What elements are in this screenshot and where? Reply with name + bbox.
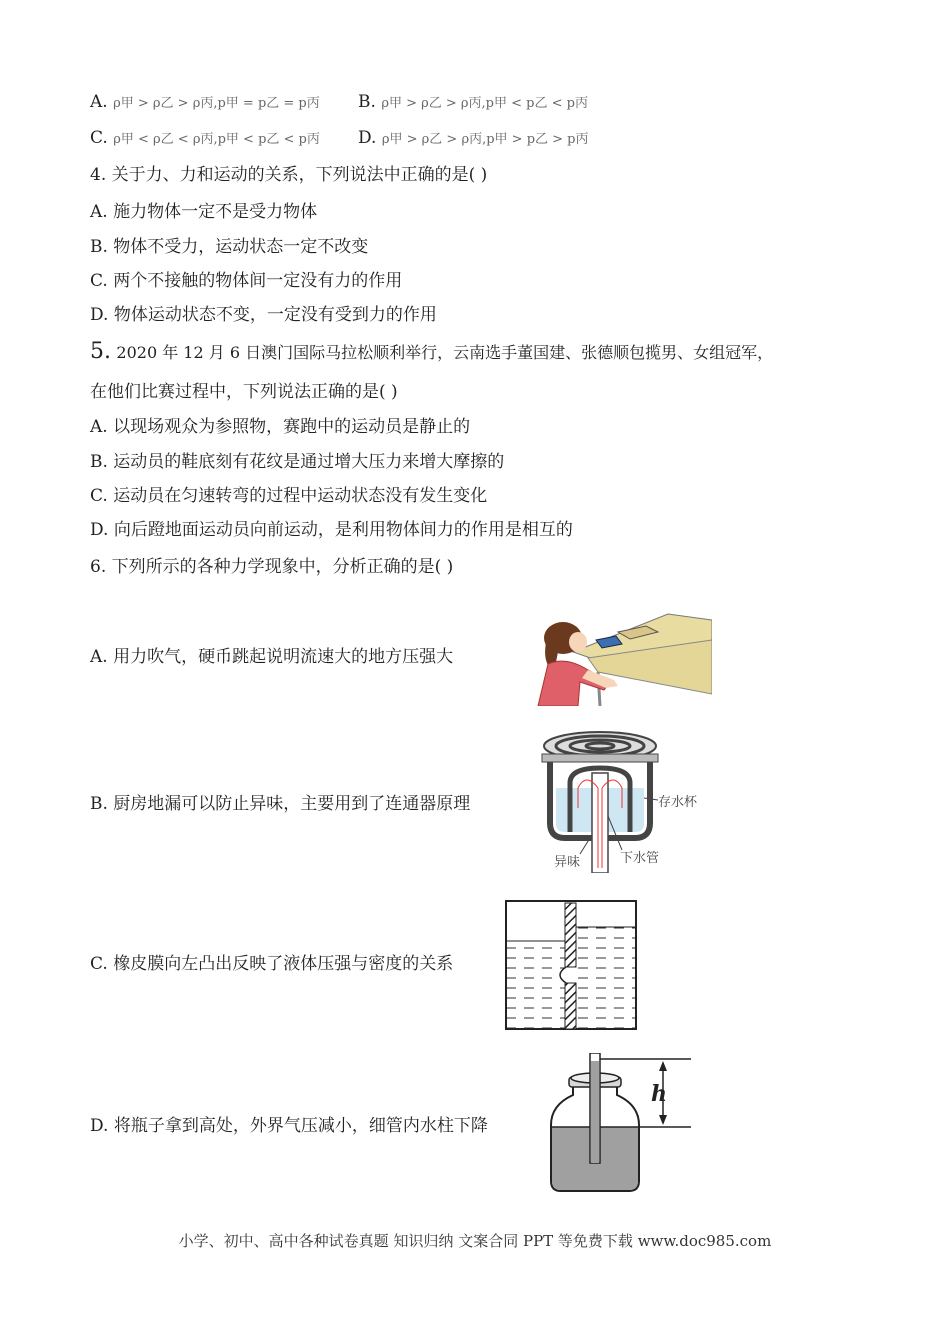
q5-stem-line2: 在他们比赛过程中，下列说法正确的是( ) — [90, 382, 398, 402]
q5-option-c: C. 运动员在匀速转弯的过程中运动状态没有发生变化 — [90, 486, 488, 506]
q3-option-a — [90, 90, 320, 116]
option-letter: D. — [358, 128, 377, 148]
label-cup: 存水杯 — [658, 795, 698, 810]
formula: ρ甲 < ρ乙 < ρ丙,p甲 < p乙 < p丙 — [113, 132, 320, 147]
q4-option-d: D. 物体运动状态不变，一定没有受到力的作用 — [90, 305, 437, 325]
q3-option-c — [90, 126, 320, 152]
option-letter: B. — [358, 92, 376, 112]
q5-stem-text: 2020 年 12 月 6 日澳门国际马拉松顺利举行，云南选手董国建、张德顺包揽男、女组冠军， — [116, 343, 774, 362]
option-letter: C. — [90, 128, 108, 148]
q4-option-b: B. 物体不受力，运动状态一定不改变 — [90, 237, 369, 257]
formula: ρ甲 > ρ乙 > ρ丙,p甲 > p乙 > p丙 — [381, 132, 589, 147]
q5-option-a: A. 以现场观众为参照物，赛跑中的运动员是静止的 — [90, 417, 471, 437]
label-pipe: 下水管 — [620, 851, 660, 866]
formula: ρ甲 > ρ乙 > ρ丙,p甲 = p乙 = p丙 — [113, 96, 320, 111]
question-number: 5. — [90, 339, 111, 364]
q4-option-a: A. 施力物体一定不是受力物体 — [90, 202, 318, 222]
page-footer: 小学、初中、高中各种试卷真题 知识归纳 文案合同 PPT 等免费下载 www.doc985.com — [178, 1232, 772, 1250]
label-smell: 异味 — [554, 855, 581, 870]
q6-option-b: B. 厨房地漏可以防止异味，主要用到了连通器原理 — [90, 794, 471, 814]
q5-option-b: B. 运动员的鞋底刻有花纹是通过增大压力来增大摩擦的 — [90, 452, 505, 472]
option-letter: A. — [90, 92, 108, 112]
q4-stem: 4. 关于力、力和运动的关系，下列说法中正确的是( ) — [90, 165, 488, 185]
q5-stem-line1 — [90, 340, 773, 365]
figure-c-partition-container — [504, 893, 638, 1031]
q3-option-b — [358, 90, 588, 116]
figure-d-bottle-tube — [545, 1053, 695, 1195]
q6-option-d: D. 将瓶子拿到高处，外界气压减小，细管内水柱下降 — [90, 1116, 488, 1136]
q5-option-d: D. 向后蹬地面运动员向前运动，是利用物体间力的作用是相互的 — [90, 520, 573, 540]
q6-stem: 6. 下列所示的各种力学现象中，分析正确的是( ) — [90, 557, 454, 577]
q4-option-c: C. 两个不接触的物体间一定没有力的作用 — [90, 271, 403, 291]
figure-b-floor-drain — [540, 728, 710, 873]
q3-option-d — [358, 126, 589, 152]
formula: ρ甲 > ρ乙 > ρ丙,p甲 < p乙 < p丙 — [381, 96, 588, 111]
q6-option-a: A. 用力吹气，硬币跳起说明流速大的地方压强大 — [90, 647, 454, 667]
label-h: h — [651, 1081, 667, 1107]
figure-a-blowing-coin — [518, 612, 712, 706]
q6-option-c: C. 橡皮膜向左凸出反映了液体压强与密度的关系 — [90, 954, 454, 974]
